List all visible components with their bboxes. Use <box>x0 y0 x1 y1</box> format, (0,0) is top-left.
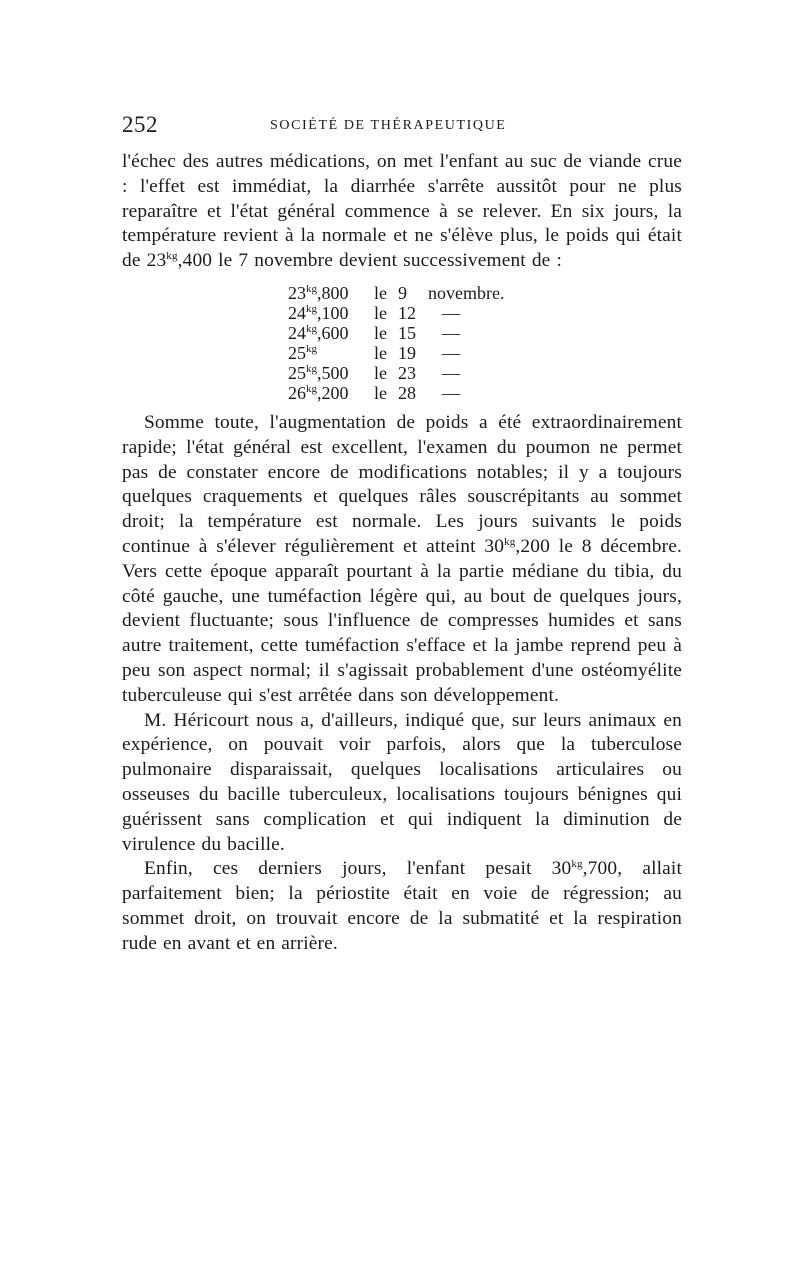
weight-list <box>288 283 682 403</box>
weight-month-ditto: — <box>442 302 460 323</box>
paragraph-1-text-b: ,400 le 7 novembre devient successivement de : <box>177 250 562 272</box>
weight-month-ditto: — <box>442 362 460 383</box>
weight-day: 19 <box>398 342 416 363</box>
weight-value: $24^{kg},100$ <box>288 302 349 323</box>
weight-day: 12 <box>398 302 416 323</box>
weight-row <box>288 323 682 343</box>
weight-month: novembre. <box>428 282 505 303</box>
weight-le: le <box>374 362 387 383</box>
weight-month-ditto: — <box>442 342 460 363</box>
paragraph-4-text-b: ,700, allait parfaitement bien; la périostite était en voie de régression; au sommet droit, on trouvait encore de la submatité et la respiration rude en avant et en arrière. <box>122 858 682 954</box>
book-page <box>122 112 682 957</box>
paragraph-1-text-a: l'échec des autres médications, on met l'enfant au suc de viande crue : l'effet est immédiat, la diarrhée s'arrête aussitôt pour ne plus reparaître et l'état général commence à se relever. En six jours, la température revient à la normale et ne s'élève plus, le poids qui était de 23 <box>122 151 682 272</box>
page-number: 252 <box>122 112 158 137</box>
weight-le: le <box>374 382 387 403</box>
weight-month-ditto: — <box>442 322 460 343</box>
weight-day: 15 <box>398 322 416 343</box>
weight-le: le <box>374 322 387 343</box>
weight-row <box>288 343 682 363</box>
page-header <box>122 112 682 142</box>
paragraph-3: M. Héricourt nous a, d'ailleurs, indiqué que, sur leurs animaux en expérience, on pouvait voir parfois, alors que la tuberculose pulmonaire disparaissait, quelques localisations articulaires ou osseuses du bacille tuberculeux, localisations toujours bénignes qui guérissent sans complication et qui indiquent la diminution de virulence du bacille. <box>122 709 682 855</box>
weight-row <box>288 363 682 383</box>
weight-le: le <box>374 302 387 323</box>
weight-value: $23^{kg},800$ <box>288 282 349 303</box>
paragraph-4 <box>122 857 682 956</box>
weight-le: le <box>374 282 387 303</box>
running-head: SOCIÉTÉ DE THÉRAPEUTIQUE <box>270 118 507 133</box>
weight-month-ditto: — <box>442 382 460 403</box>
paragraph-2 <box>122 411 682 709</box>
weight-value: $25^{kg},500$ <box>288 362 349 383</box>
weight-row <box>288 303 682 323</box>
paragraph-4-text-a: Enfin, ces derniers jours, l'enfant pesait 30 <box>144 858 572 880</box>
weight-day: 9 <box>398 282 407 303</box>
weight-day: 23 <box>398 362 416 383</box>
weight-value: $26^{kg},200$ <box>288 382 349 403</box>
paragraph-2-text-b: ,200 le 8 décembre. Vers cette époque apparaît pourtant à la partie médiane du tibia, du côté gauche, une tuméfaction légère qui, au bout de quelques jours, devient fluctuante; sous l'influence de compresses humides et sans autre traitement, cette tuméfaction s'efface et la jambe reprend peu à peu son aspect normal; il s'agissait probablement d'une ostéomyélite tuberculeuse qui s'est arrêtée dans son développement. <box>122 535 682 706</box>
weight-value: $25^{kg}$ <box>288 342 317 363</box>
weight-unit: kg <box>166 250 178 263</box>
weight-row <box>288 383 682 403</box>
weight-unit: kg <box>571 858 583 871</box>
weight-value: $24^{kg},600$ <box>288 322 349 343</box>
weight-day: 28 <box>398 382 416 403</box>
paragraph-2-text-a: Somme toute, l'augmentation de poids a été extraordinairement rapide; l'état général est excellent, l'examen du poumon ne permet pas de constater encore de modifications notables; il y a toujours quelques craquements et quelques râles souscrépitants au sommet droit; la température est normale. Les jours suivants le poids continue à s'élever régulièrement et atteint 30 <box>122 411 682 557</box>
weight-unit: kg <box>504 535 516 548</box>
weight-le: le <box>374 342 387 363</box>
paragraph-1 <box>122 150 682 274</box>
weight-row <box>288 283 682 303</box>
